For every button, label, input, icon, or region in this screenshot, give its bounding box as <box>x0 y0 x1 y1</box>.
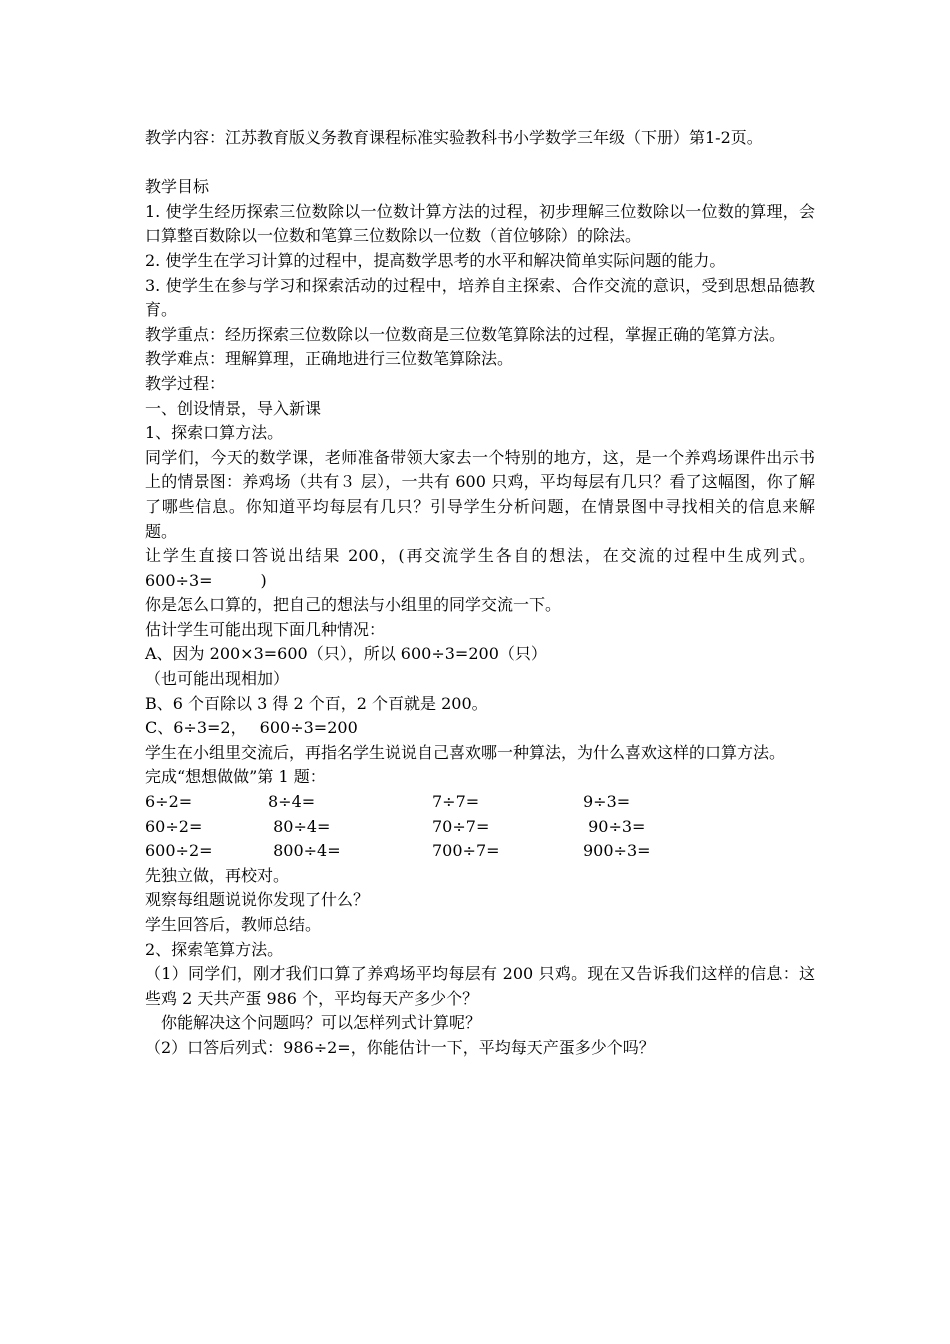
paragraph-1: 同学们，今天的数学课，老师准备带领大家去一个特别的地方，这，是一个养鸡场课件出示书上的情景图：养鸡场（共有３ 层），一共有 600 只鸡，平均每层有几只？看了这幅图，你了解了哪些信息。你知道平均每层有几只？引导学生分析问题，在情景图中寻找相关的信息来解题。 <box>145 447 815 541</box>
exercise-item: 700÷7= <box>432 841 500 861</box>
difficulty: 教学难点：理解算理，正确地进行三位数笔算除法。 <box>145 349 514 369</box>
paragraph-10: 你能解决这个问题吗？可以怎样列式计算呢？ <box>161 1013 482 1033</box>
subsection-2-heading: 2、探索笔算方法。 <box>145 939 284 959</box>
goal-3: 3. 使学生在参与学习和探索活动的过程中，培养自主探索、合作交流的意识，受到思想品德教育。 <box>145 275 815 320</box>
exercise-item: 600÷2= <box>145 841 213 861</box>
exercise-row <box>145 839 815 864</box>
paragraph-3: 你是怎么口算的，把自己的想法与小组里的同学交流一下。 <box>145 595 562 615</box>
exercise-item: 90÷3= <box>583 816 646 836</box>
exercise-item: 900÷3= <box>583 841 651 861</box>
exercise-item: 8÷4= <box>268 792 316 812</box>
exercise-item: 7÷7= <box>432 792 480 812</box>
exercise-item: 60÷2= <box>145 816 203 836</box>
exercise-row <box>145 790 815 815</box>
exercise-item: 9÷3= <box>583 792 631 812</box>
key-point: 教学重点：经历探索三位数除以一位数商是三位数笔算除法的过程，掌握正确的笔算方法。 <box>145 324 786 344</box>
goals-heading: 教学目标 <box>145 177 210 197</box>
exercise-item: 80÷4= <box>268 816 331 836</box>
exercise-heading: 完成“想想做做”第 1 题： <box>145 767 326 787</box>
content-intro: 教学内容：江苏教育版义务教育课程标准实验教科书小学数学三年级（下册）第1-2页。 <box>145 128 763 147</box>
exercise-item: 70÷7= <box>432 816 490 836</box>
case-c: C、6÷3=2， 600÷3=200 <box>145 718 358 738</box>
process-heading: 教学过程： <box>145 373 226 393</box>
paragraph-11: （2）口答后列式：986÷2=，你能估计一下，平均每天产蛋多少个吗？ <box>145 1037 655 1057</box>
document-body <box>145 126 815 1061</box>
blank-line <box>145 151 815 176</box>
paragraph-4: 估计学生可能出现下面几种情况： <box>145 619 386 639</box>
goal-1: 1. 使学生经历探索三位数除以一位数计算方法的过程，初步理解三位数除以一位数的算理，会口算整百数除以一位数和笔算三位数除以一位数（首位够除）的除法。 <box>145 201 815 246</box>
paragraph-9: （1）同学们，刚才我们口算了养鸡场平均每层有 200 只鸡。现在又告诉我们这样的信息：这些鸡 2 天共产蛋 986 个，平均每天产多少个？ <box>145 964 815 1008</box>
subsection-1-heading: 1、探索口算方法。 <box>145 423 284 443</box>
paragraph-5: 学生在小组里交流后，再指名学生说说自己喜欢哪一种算法，为什么喜欢这样的口算方法。 <box>145 742 786 762</box>
section-1-heading: 一、创设情景，导入新课 <box>145 398 322 418</box>
exercise-item: 800÷4= <box>268 841 341 861</box>
exercise-row <box>145 815 815 840</box>
exercise-item: 6÷2= <box>145 792 193 812</box>
paragraph-8: 学生回答后，教师总结。 <box>145 915 322 934</box>
case-b: B、6 个百除以 3 得 2 个百，2 个百就是 200。 <box>145 693 488 713</box>
paragraph-6: 先独立做，再校对。 <box>145 865 290 885</box>
goal-2: 2. 使学生在学习计算的过程中，提高数学思考的水平和解决简单实际问题的能力。 <box>145 250 726 270</box>
case-a-note: （也可能出现相加） <box>145 669 290 689</box>
paragraph-2: 让学生直接口答说出结果 200，(再交流学生各自的想法，在交流的过程中生成列式。600÷3= ) <box>145 546 815 590</box>
paragraph-7: 观察每组题说说你发现了什么？ <box>145 890 370 910</box>
case-a: A、因为 200×3=600（只），所以 600÷3=200（只） <box>145 644 547 664</box>
